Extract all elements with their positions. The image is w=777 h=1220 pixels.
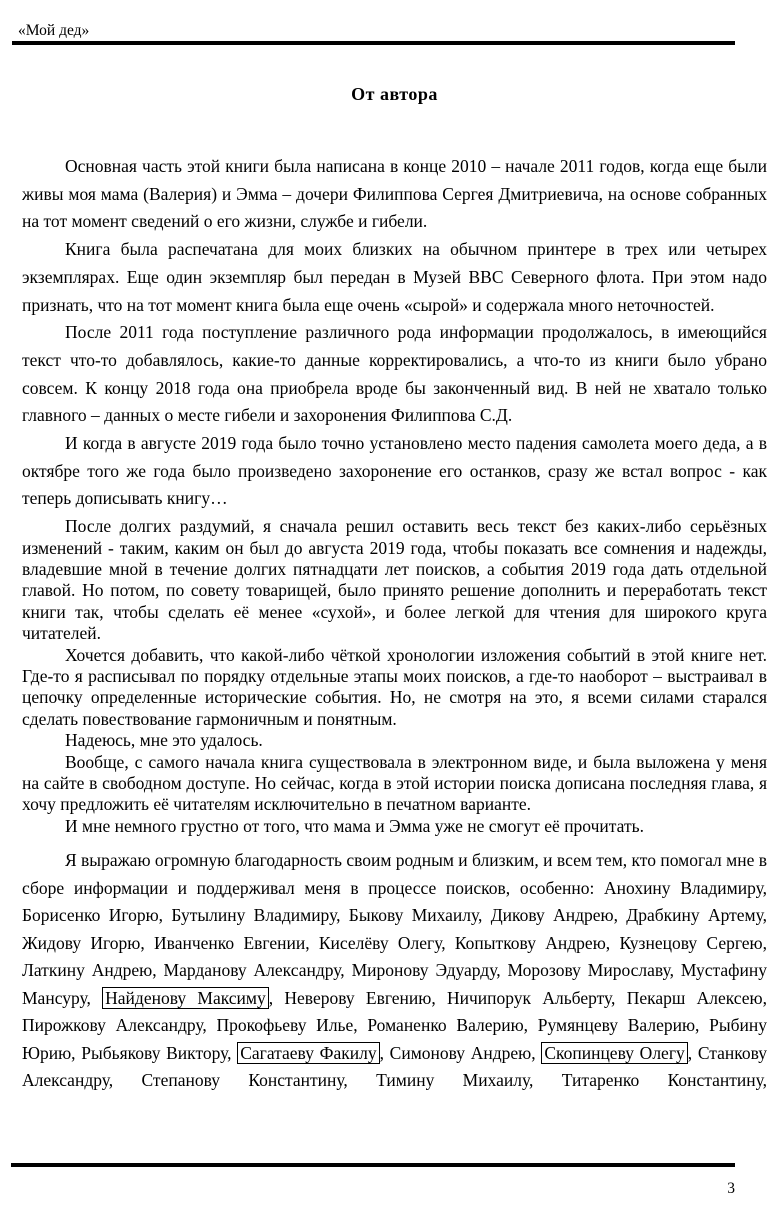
paragraph: Основная часть этой книги была написана в конце 2010 – начале 2011 годов, когда еще были живы моя мама (Валерия) и Эмма – дочери Филиппова Сергея Дмитриевича, на основе собранных на тот момент сведений о его жизни, службе и гибели.: [22, 156, 767, 232]
running-header-title: «Мой дед»: [18, 22, 90, 39]
acknowledgment-text: , Неверову Евгению, Ничипорук Альберту, Пекарш Алексею, Пирожкову Александру, Прокофьеву Илье, Романенко Валерию, Румянцеву Валерию, Рыбину Юрию, Рыбьякову Виктору,: [22, 987, 767, 1063]
paragraph: Хочется добавить, что какой-либо чёткой хронологии изложения событий в этой книге нет. Где-то я расписывал по порядку отдельные этапы моих поисков, а где-то наоборот – выстраивал в цепочку определенные исторические события. Но, не смотря на это, я всеми силами старался сделать повествование гармоничным и понятным.: [22, 644, 767, 729]
acknowledgment-text: , Станкову Александру, Степанову Константину, Тимину Михаилу, Титаренко Константину,: [22, 1042, 768, 1091]
paragraph: И мне немного грустно от того, что мама и Эмма уже не смогут её прочитать.: [65, 815, 644, 836]
footer-rule: [11, 1163, 735, 1167]
paragraph: Книга была распечатана для моих близких на обычном принтере в трех или четырех экземплярах. Еще один экземпляр был передан в Музей ВВС Северного флота. При этом надо признать, что на тот момент книга была еще очень «сырой» и содержала много неточностей.: [22, 239, 767, 315]
acknowledgment-text: , Симонову Андрею,: [379, 1042, 542, 1063]
acknowledgment-paragraph: [22, 847, 767, 1095]
paragraph: Вообще, с самого начала книга существовала в электронном виде, и была выложена у меня на сайте в свободном доступе. Но сейчас, когда в этой истории поиска дописана последняя глава, я хочу предложить её читателям исключительно в печатном варианте.: [22, 751, 767, 815]
paragraph: И когда в августе 2019 года было точно установлено место падения самолета моего деда, а в октябре того же года было произведено захоронение его останков, сразу же встал вопрос - как теперь дописывать книгу…: [22, 433, 767, 509]
section-title: От автора: [351, 84, 438, 104]
header-rule: [12, 41, 735, 45]
acknowledgment-text: Я выражаю огромную благодарность своим родным и близким, и всем тем, кто помогал мне в сборе информации и поддерживал меня в процессе поисков, особенно: Анохину Владимиру, Борисенко Игорю, Бутылину Владимиру, Быкову Михаилу, Дикову Андрею, Драбкину Артему, Жидову Игорю, Иванченко Евгении, Киселёву Олегу, Копыткову Андрею, Кузнецову Сергею, Латкину Андрею, Марданову Александру, Миронову Эдуарду, Морозову Мирославу, Мустафину Мансуру,: [22, 850, 767, 1008]
paragraph: Надеюсь, мне это удалось.: [65, 730, 263, 751]
boxed-name: Скопинцеву Олегу: [541, 1042, 687, 1064]
body-text-column: [22, 153, 767, 1095]
boxed-name: Сагатаеву Факилу: [237, 1042, 379, 1064]
paragraph: После долгих раздумий, я сначала решил оставить весь текст без каких-либо серьёзных изменений - таким, каким он был до августа 2019 года, чтобы показать все сомнения и надежды, владевшие мной в течение долгих пятнадцати лет поисков, а события 2019 года дать отдельной главой. Но потом, по совету товарищей, было принято решение дополнить и переработать текст книги так, чтобы сделать её менее «сухой», и более легкой для чтения для широкого круга читателей.: [22, 516, 767, 644]
page-number: 3: [727, 1180, 735, 1197]
paragraph: После 2011 года поступление различного рода информации продолжалось, в имеющийся текст что-то добавлялось, какие-то данные корректировались, а что-то из книги было убрано совсем. К концу 2018 года она приобрела вроде бы законченный вид. В ней не хватало только главного – данных о месте гибели и захоронения Филиппова С.Д.: [22, 322, 767, 426]
boxed-name: Найденову Максиму: [102, 987, 269, 1009]
